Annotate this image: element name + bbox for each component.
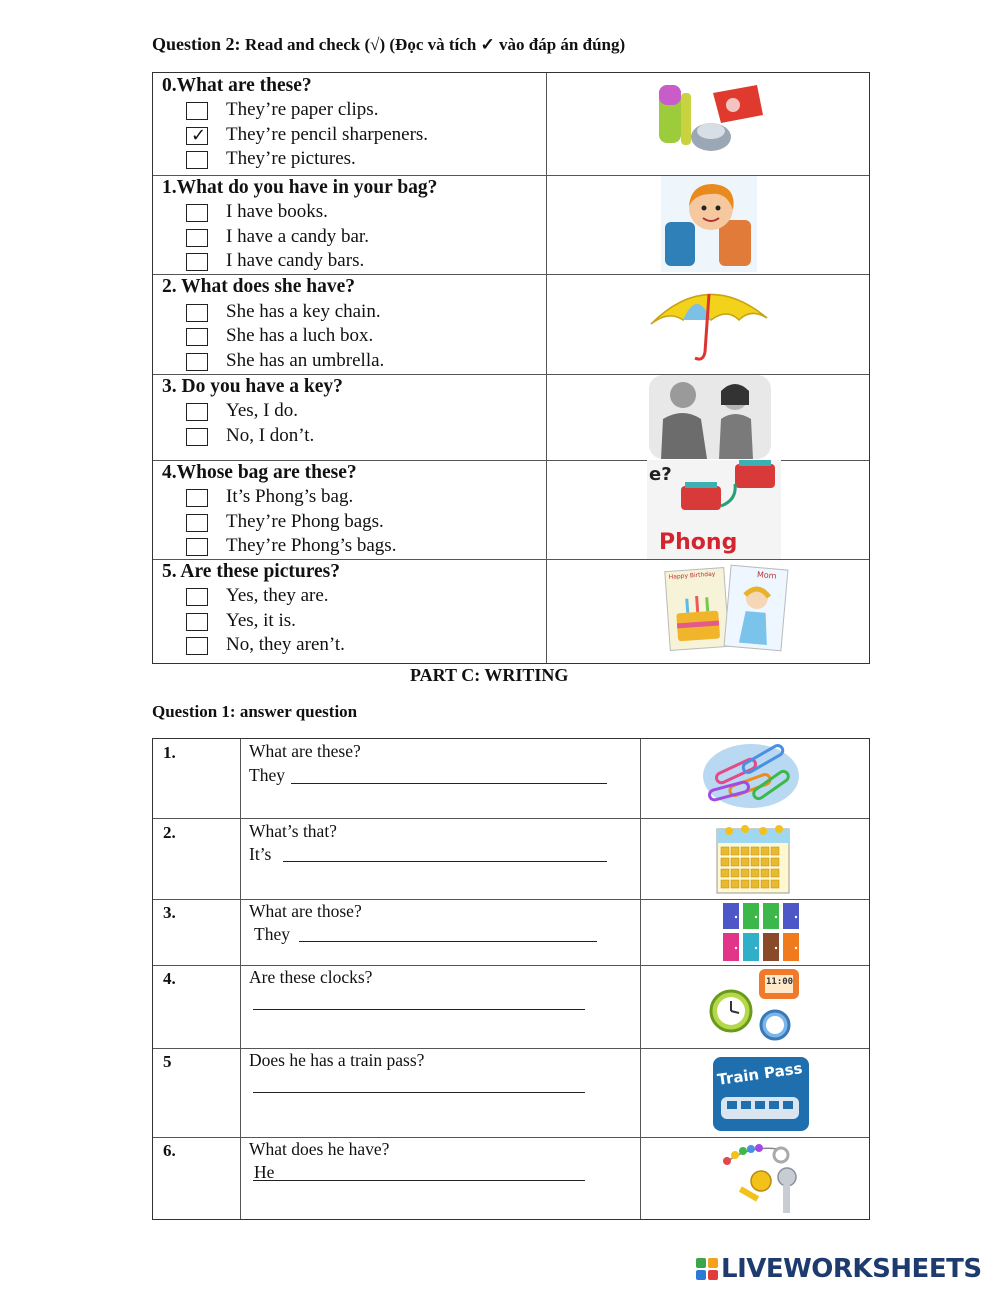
train-pass-text: Train Pass — [716, 1059, 804, 1089]
question-1-heading: Question 1: answer question — [152, 702, 358, 721]
checkbox[interactable] — [186, 353, 208, 371]
writing-prefix-3: They — [254, 924, 290, 944]
writing-question-5: Does he has a train pass? — [249, 1050, 425, 1070]
checkbox-checked[interactable] — [186, 127, 208, 145]
phong-bags-icon — [647, 460, 781, 559]
logo-blocks-icon — [696, 1258, 718, 1280]
question-2-label: Question 2: — [152, 34, 241, 54]
writing-question-6: What does he have? — [249, 1139, 390, 1159]
writing-question-1: What are these? — [249, 741, 361, 761]
writing-prefix-1: They — [249, 765, 285, 785]
writing-question-4: Are these clocks? — [249, 967, 373, 987]
answer-line-2[interactable] — [283, 861, 607, 862]
logo-block — [696, 1270, 706, 1280]
logo-block — [696, 1258, 706, 1268]
birthday-card-text: Happy Birthday — [668, 570, 716, 581]
umbrella-icon — [647, 278, 771, 366]
logo-text: LIVEWORKSHEETS — [721, 1254, 982, 1284]
logo-block — [708, 1270, 718, 1280]
checkbox[interactable] — [186, 538, 208, 556]
checkbox[interactable] — [186, 613, 208, 631]
question-0: 0.What are these? — [162, 75, 312, 96]
question-4: 4.Whose bag are these? — [162, 462, 357, 483]
checkbox[interactable] — [186, 403, 208, 421]
answer-line-6[interactable] — [253, 1180, 585, 1181]
question-2-instruction: Read and check (√) (Đọc và tích ✓ vào đáp án đúng) — [245, 35, 626, 54]
doors-icon — [719, 901, 803, 963]
writing-num-4: 4. — [163, 969, 176, 988]
two-children-icon — [649, 375, 771, 459]
question-2: 2. What does she have? — [162, 276, 356, 297]
writing-num-6: 6. — [163, 1141, 176, 1160]
question-5: 5. Are these pictures? — [162, 561, 341, 582]
liveworksheets-logo — [696, 1254, 982, 1284]
keys-icon — [719, 1141, 809, 1217]
writing-question-2: What’s that? — [249, 821, 337, 841]
clocks-icon — [709, 967, 805, 1045]
logo-block — [708, 1258, 718, 1268]
answer-line-4[interactable] — [253, 1009, 585, 1010]
question-2-heading — [152, 34, 625, 55]
checkbox[interactable] — [186, 428, 208, 446]
girl-with-backpack-icon — [661, 176, 757, 272]
writing-num-5: 5 — [163, 1052, 172, 1071]
question-3: 3. Do you have a key? — [162, 376, 343, 397]
checkbox[interactable] — [186, 229, 208, 247]
checkbox[interactable] — [186, 489, 208, 507]
phong-image-label: Phong — [659, 530, 738, 555]
question-1: 1.What do you have in your bag? — [162, 177, 438, 198]
writing-question-3: What are those? — [249, 901, 362, 921]
mom-card-text: Mom — [756, 569, 777, 581]
checkbox[interactable] — [186, 102, 208, 120]
checkbox[interactable] — [186, 514, 208, 532]
answer-line-3[interactable] — [299, 941, 597, 942]
train-pass-icon — [713, 1057, 809, 1131]
writing-prefix-6: He — [254, 1162, 275, 1182]
checkbox[interactable] — [186, 253, 208, 271]
checkbox[interactable] — [186, 204, 208, 222]
calendar-icon — [715, 823, 791, 895]
checkbox[interactable] — [186, 588, 208, 606]
writing-num-3: 3. — [163, 903, 176, 922]
checkbox[interactable] — [186, 637, 208, 655]
writing-num-2: 2. — [163, 823, 176, 842]
checkbox[interactable] — [186, 328, 208, 346]
pencil-sharpeners-icon — [651, 75, 771, 165]
writing-prefix-2: It’s — [249, 844, 272, 864]
answer-line-5[interactable] — [253, 1092, 585, 1093]
read-and-check-table: 0.What are these? They’re paper clips. ✓ They’re pencil sharpeners. They’re pictures. 1.What do you have in your bag? I have books. I have a candy bar. I have candy bars. 2. What does she have? She has a key chain. She has a luch box. She has an umbrella. 3. Do you have a key? Yes, I do. No, I don’t. 4.Whose bag are these? It’s Phong’s bag. They’re Phong bags. They’re Phong’s bags. e? Phong 5. Are these pictures? Yes, they are. Yes, it is. No, they aren’t. Happy Birthday Mom — [152, 72, 870, 664]
clock-display-text: 11:00 — [766, 977, 794, 987]
check-mark-icon: ✓ — [191, 125, 207, 146]
checkbox[interactable] — [186, 304, 208, 322]
birthday-pictures-icon — [667, 563, 787, 653]
part-c-heading: PART C: WRITING — [410, 665, 569, 685]
writing-table — [152, 738, 870, 1220]
paper-clips-icon — [701, 740, 803, 810]
writing-num-1: 1. — [163, 743, 176, 762]
answer-line-1[interactable] — [291, 783, 607, 784]
checkbox[interactable] — [186, 151, 208, 169]
bags-image-prefix: e? — [649, 464, 672, 485]
